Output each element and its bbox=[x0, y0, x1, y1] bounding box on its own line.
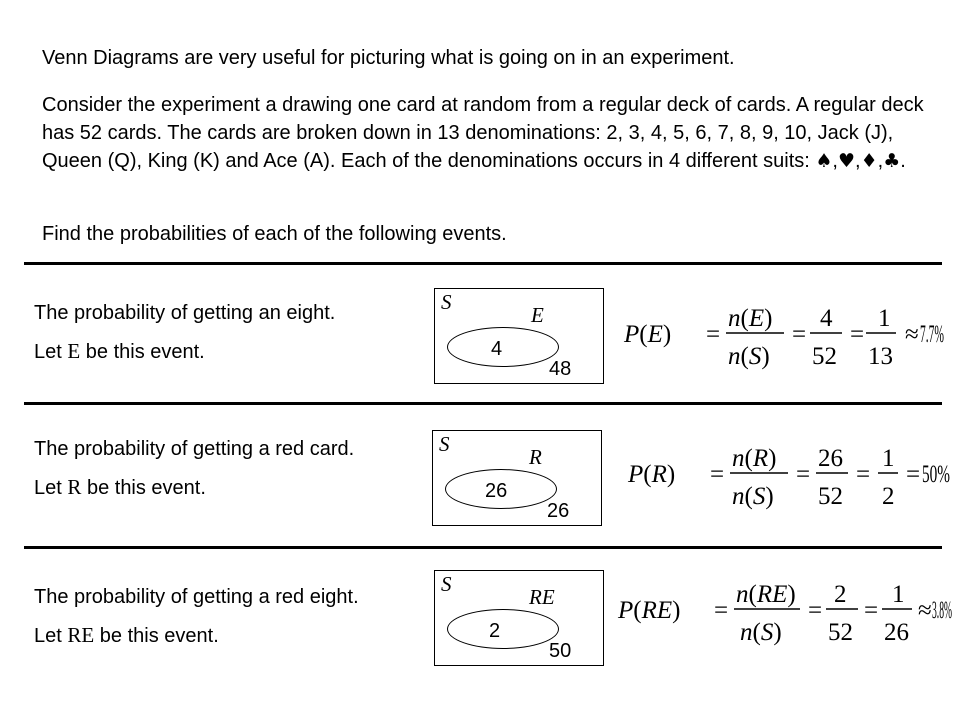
svg-text:=: = bbox=[792, 321, 807, 348]
heart-symbol: ♥ bbox=[837, 150, 856, 172]
event-count: 4 bbox=[491, 338, 503, 360]
event-circle bbox=[447, 327, 559, 367]
fraction-numerator: 26 bbox=[818, 445, 843, 472]
fraction-denominator: 52 bbox=[828, 619, 853, 646]
svg-text:1: 1 bbox=[882, 445, 895, 472]
universe-label: S bbox=[439, 432, 450, 456]
svg-text:≈: ≈ bbox=[918, 597, 932, 624]
venn-diagram-red-card bbox=[432, 430, 602, 526]
fraction-denominator: 52 bbox=[818, 483, 843, 510]
complement-count: 50 bbox=[549, 640, 572, 662]
event-count: 2 bbox=[489, 620, 501, 642]
problem-let-statement: Let E be this event. bbox=[34, 339, 205, 363]
svg-text:n(S): n(S) bbox=[740, 619, 782, 646]
event-variable: R bbox=[67, 475, 82, 499]
event-label: E bbox=[531, 303, 544, 327]
complement-count: 48 bbox=[549, 358, 572, 380]
event-circle bbox=[447, 609, 559, 649]
svg-text:=: = bbox=[906, 461, 921, 488]
svg-text:=: = bbox=[706, 321, 721, 348]
problem-red-eight bbox=[34, 582, 379, 651]
venn-diagram-eight bbox=[434, 288, 604, 384]
svg-text:n(S): n(S) bbox=[728, 343, 770, 370]
universe-label: S bbox=[441, 572, 452, 596]
universe-label: S bbox=[441, 290, 452, 314]
svg-text:1: 1 bbox=[892, 581, 905, 608]
svg-text:=: = bbox=[714, 597, 729, 624]
diamond-symbol: ♦ bbox=[860, 150, 878, 172]
problem-eight bbox=[34, 298, 404, 367]
divider-3 bbox=[24, 546, 942, 549]
spade-symbol: ♠ bbox=[815, 150, 833, 172]
formula-result: 7.7% bbox=[920, 321, 944, 348]
event-label: RE bbox=[529, 585, 555, 609]
formula-lhs: P(R) bbox=[628, 461, 676, 488]
intro-instructions: Find the probabilities of each of the following events. bbox=[42, 223, 507, 245]
svg-text:n(R): n(R) bbox=[732, 445, 777, 472]
event-label: R bbox=[529, 445, 542, 469]
svg-text:1: 1 bbox=[878, 305, 891, 332]
event-count: 26 bbox=[485, 480, 508, 502]
formula-red-card bbox=[624, 436, 954, 516]
problem-question: The probability of getting an eight. bbox=[34, 302, 336, 324]
svg-text:≈: ≈ bbox=[905, 321, 919, 348]
svg-text:=: = bbox=[864, 597, 879, 624]
problem-question: The probability of getting a red eight. bbox=[34, 586, 359, 608]
event-variable: RE bbox=[67, 623, 95, 647]
svg-text:n(E): n(E) bbox=[728, 305, 773, 332]
problem-let-statement: Let R be this event. bbox=[34, 475, 206, 499]
club-symbol: ♣ bbox=[883, 150, 901, 172]
svg-text:=: = bbox=[808, 597, 823, 624]
svg-text:=: = bbox=[796, 461, 811, 488]
svg-text:n(S): n(S) bbox=[732, 483, 774, 510]
divider-2 bbox=[24, 402, 942, 405]
svg-text:2: 2 bbox=[882, 483, 895, 510]
svg-text:n(RE): n(RE) bbox=[736, 581, 796, 608]
divider-1 bbox=[24, 262, 942, 265]
svg-text:=: = bbox=[856, 461, 871, 488]
formula-red-eight bbox=[614, 572, 954, 652]
formula-result: 50% bbox=[922, 461, 950, 488]
svg-text:=: = bbox=[710, 461, 725, 488]
problem-question: The probability of getting a red card. bbox=[34, 438, 355, 460]
deck-description: Consider the experiment a drawing one card at random from a regular deck of cards. A regular deck has 52 cards. The cards are broken down in 13 denominations: 2, 3, 4, 5, 6, 7, 8, 9, 10, Jack (J), Queen (Q), King (K) and Ace (A). Each of the denominations occurs in 4 different suits: bbox=[42, 94, 924, 172]
fraction-denominator: 52 bbox=[812, 343, 837, 370]
formula-lhs: P(RE) bbox=[618, 597, 681, 624]
fraction-numerator: 4 bbox=[820, 305, 833, 332]
svg-text:=: = bbox=[850, 321, 865, 348]
complement-count: 26 bbox=[547, 500, 570, 522]
problem-let-statement: Let RE be this event. bbox=[34, 623, 219, 647]
intro-line-1: Venn Diagrams are very useful for picturing what is going on in an experiment. bbox=[42, 47, 735, 69]
intro-paragraph-deck: Consider the experiment a drawing one card at random from a regular deck of cards. A regular deck has 52 cards. The cards are broken down in 13 denominations: 2, 3, 4, 5, 6, 7, 8, 9, 10, Jack (J), Queen (Q), King (K) and Ace (A). Each of the denominations occurs in 4 different suits: ♠,♥,♦,♣. bbox=[42, 94, 924, 172]
formula-result: 3.8% bbox=[932, 597, 952, 624]
problem-red-card bbox=[34, 434, 379, 503]
venn-diagram-red-eight bbox=[434, 570, 604, 666]
formula-eight bbox=[620, 296, 950, 376]
formula-lhs: P(E) bbox=[624, 321, 672, 348]
fraction-numerator: 2 bbox=[834, 581, 847, 608]
svg-text:13: 13 bbox=[868, 343, 893, 370]
svg-text:26: 26 bbox=[884, 619, 909, 646]
event-variable: E bbox=[67, 339, 81, 363]
